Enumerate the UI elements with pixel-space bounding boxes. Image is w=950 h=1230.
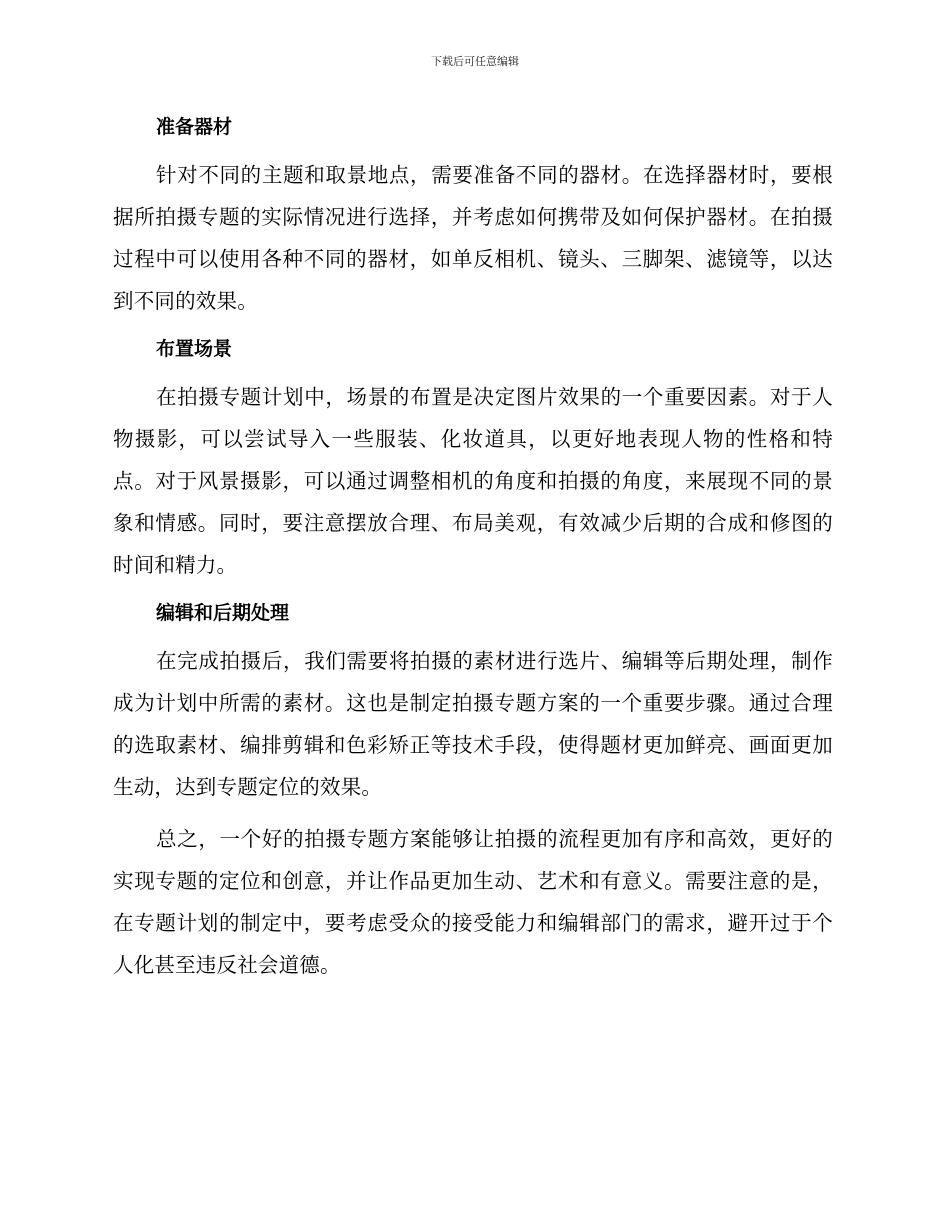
section-heading-scene: 布置场景 (156, 338, 233, 360)
section-heading-editing: 编辑和后期处理 (156, 602, 290, 624)
paragraph-scene: 在拍摄专题计划中，场景的布置是决定图片效果的一个重要因素。对于人物摄影，可以尝试导入一些服装、化妆道具，以更好地表现人物的性格和特点。对于风景摄影，可以通过调整相机的角度和拍摄的角度，来展现不同的景象和情感。同时，要注意摆放合理、布局美观，有效减少后期的合成和修图的时间和精力。 (113, 385, 833, 577)
paragraph-editing: 在完成拍摄后，我们需要将拍摄的素材进行选片、编辑等后期处理，制作成为计划中所需的素材。这也是制定拍摄专题方案的一个重要步骤。通过合理的选取素材、编排剪辑和色彩矫正等技术手段，使得题材更加鲜亮、画面更加生动，达到专题定位的效果。 (113, 649, 833, 799)
paragraph-equipment: 针对不同的主题和取景地点，需要准备不同的器材。在选择器材时，要根据所拍摄专题的实际情况进行选择，并考虑如何携带及如何保护器材。在拍摄过程中可以使用各种不同的器材，如单反相机、镜头、三脚架、滤镜等，以达到不同的效果。 (113, 163, 833, 313)
document-body (113, 110, 833, 986)
section-heading-equipment: 准备器材 (156, 116, 233, 138)
paragraph-conclusion: 总之，一个好的拍摄专题方案能够让拍摄的流程更加有序和高效，更好的实现专题的定位和创意，并让作品更加生动、艺术和有意义。需要注意的是，在专题计划的制定中，要考虑受众的接受能力和编辑部门的需求，避开过于个人化甚至违反社会道德。 (113, 827, 833, 977)
page-header: 下载后可任意编辑 (431, 55, 519, 68)
